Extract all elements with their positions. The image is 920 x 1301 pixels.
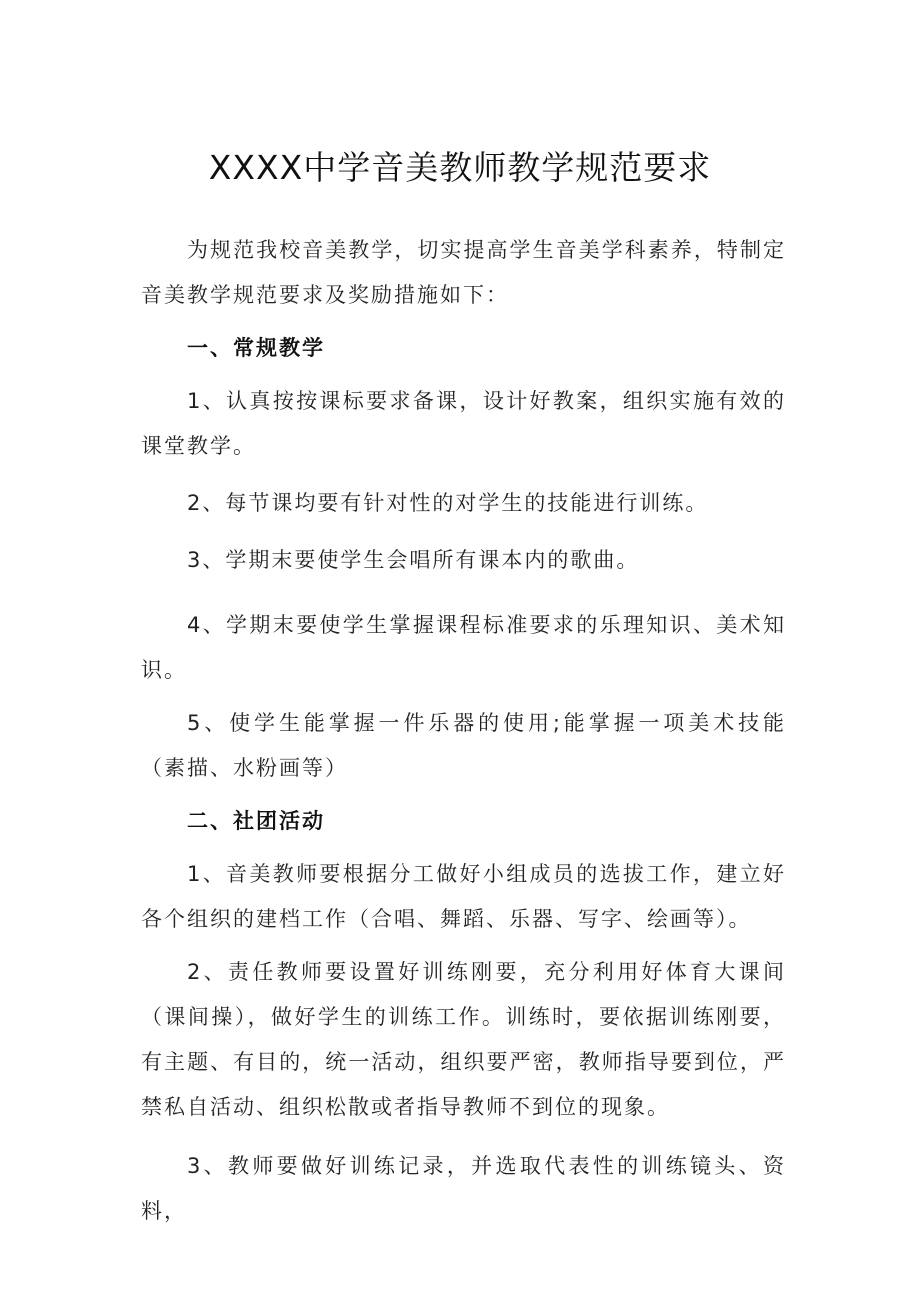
intro-paragraph: 为规范我校音美教学，切实提高学生音美学科素养，特制定音美教学规范要求及奖励措施如下： [141,238,786,307]
section-heading-routine-teaching: 一、常规教学 [187,336,325,360]
routine-item-5: 5、使学生能掌握一件乐器的使用;能掌握一项美术技能（素描、水粉画等） [141,711,786,780]
club-item-3: 3、教师要做好训练记录，并选取代表性的训练镜头、资料， [141,1154,786,1223]
club-item-2: 2、责任教师要设置好训练刚要，充分利用好体育大课间（课间操），做好学生的训练工作。训练时，要依据训练刚要，有主题、有目的，统一活动，组织要严密，教师指导要到位，严禁私自活动、组织松散或者指导教师不到位的现象。 [141,960,786,1119]
routine-item-4: 4、学期末要使学生掌握课程标准要求的乐理知识、美术知识。 [141,613,786,682]
routine-item-3: 3、学期末要使学生会唱所有课本内的歌曲。 [187,548,640,572]
club-item-1: 1、音美教师要根据分工做好小组成员的选拔工作，建立好各个组织的建档工作（合唱、舞蹈、乐器、写字、绘画等）。 [141,862,786,931]
section-heading-club-activities: 二、社团活动 [187,809,325,833]
routine-item-2: 2、每节课均要有针对性的对学生的技能进行训练。 [187,491,709,515]
document-title: XXXX中学音美教师教学规范要求 [208,148,712,188]
routine-item-1: 1、认真按按课标要求备课，设计好教案，组织实施有效的课堂教学。 [141,389,786,458]
document-body [141,228,786,1234]
